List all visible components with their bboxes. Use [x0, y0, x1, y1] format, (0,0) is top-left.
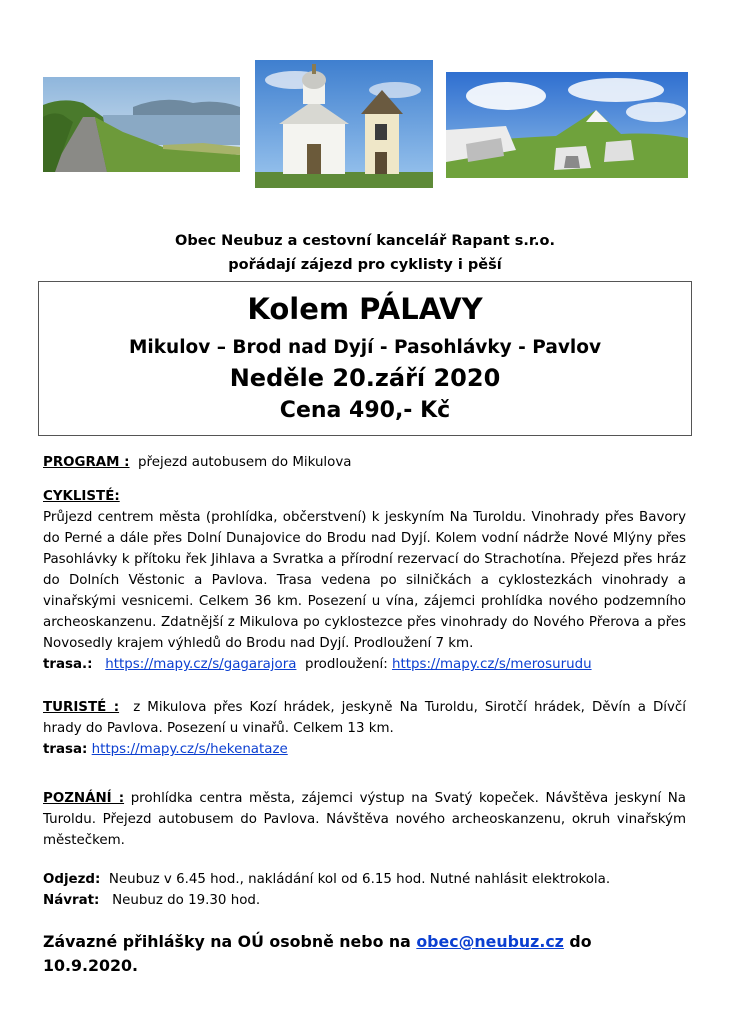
departure-text: Neubuz v 6.45 hod., nakládání kol od 6.15 hod. Nutné nahlásit elektrokola.: [108, 872, 611, 887]
departure-line: [43, 869, 686, 890]
email-link[interactable]: obec@neubuz.cz: [416, 932, 564, 951]
registration-text: Závazné přihlášky na OÚ osobně nebo na: [43, 932, 411, 951]
knowledge-text: prohlídka centra města, zájemci výstup na Svatý kopeček. Návštěva jeskyní Na Turoldu. Přejezd autobusem do Pavlova. Návštěva nového archeoskanzenu, okruh vinařským městečkem.: [43, 791, 686, 848]
title-box: [38, 281, 692, 436]
event-price: Cena 490,- Kč: [279, 398, 451, 423]
monument-photo: [446, 72, 688, 178]
tourists-text: z Mikulova přes Kozí hrádek, jeskyně Na Turoldu, Sirotčí hrádek, Děvín a Dívčí hrady do Pavlova. Posezení u vinařů. Celkem 13 km.: [43, 700, 687, 736]
event-title: Kolem PÁLAVY: [247, 292, 483, 326]
intro: [0, 229, 730, 277]
chapel-photo: [255, 60, 433, 188]
cyclists-text: Průjezd centrem města (prohlídka, občerstvení) k jeskyním Na Turoldu. Vinohrady přes Bavory do Perné a dále přes Dolní Dunajovice do Brodu nad Dyjí. Kolem vodní nádrže Nové Mlýny přes Pasohlávky k přítoku řek Jihlava a Svratka a přírodní rezervací do Strachotína. Přejezd přes hráz do Dolních Věstonic a Pavlova. Trasa vedena po silničkách a cyklostezkách vinohrady a vinařskými vesnicemi. Celkem 36 km. Posezení u vína, zájemci prohlídka nového podzemního archeoskanzenu. Zdatnější z Mikulova po cyklostezce přes vinohrady do Nového Přerova a přes Novosedly krajem výhledů do Brodu nad Dyjí. Prodloužení 7 km.: [43, 510, 686, 651]
cycle-path-photo: [43, 77, 240, 172]
cyclists-label: CYKLISTÉ:: [43, 489, 120, 504]
knowledge-section: [43, 788, 686, 851]
event-type-line: pořádají zájezd pro cyklisty i pěší: [228, 257, 502, 273]
cyclists-route-label: trasa.:: [43, 657, 93, 672]
departure-label: Odjezd:: [43, 872, 101, 887]
return-label: Návrat:: [43, 893, 100, 908]
tourists-section: [43, 697, 686, 760]
cyclists-route-link[interactable]: https://mapy.cz/s/gagarajora: [105, 657, 297, 672]
cyclists-routes: [43, 654, 686, 675]
organizer-line: Obec Neubuz a cestovní kancelář Rapant s.r.o.: [175, 233, 555, 249]
photo-strip: [43, 58, 688, 190]
extension-label: prodloužení:: [304, 657, 388, 672]
event-date: Neděle 20.září 2020: [229, 364, 501, 392]
cyclists-section: [43, 486, 686, 675]
program-section: [43, 452, 686, 473]
knowledge-label: POZNÁNÍ :: [43, 791, 125, 806]
tourists-label: TURISTÉ :: [43, 700, 120, 715]
extension-route-link[interactable]: https://mapy.cz/s/merosurudu: [392, 657, 592, 672]
tourists-route-label: trasa:: [43, 742, 88, 757]
registration-deadline: do 10.9.2020.: [43, 932, 592, 975]
return-text: Neubuz do 19.30 hod.: [112, 893, 261, 908]
schedule-section: [43, 869, 686, 911]
tourists-route: [43, 739, 686, 760]
return-line: [43, 890, 686, 911]
program-text: přejezd autobusem do Mikulova: [138, 455, 352, 470]
registration-note: [43, 930, 686, 978]
tourists-route-link[interactable]: https://mapy.cz/s/hekenataze: [91, 742, 288, 757]
event-route: Mikulov – Brod nad Dyjí - Pasohlávky - Pavlov: [128, 337, 602, 358]
program-label: PROGRAM :: [43, 455, 130, 470]
